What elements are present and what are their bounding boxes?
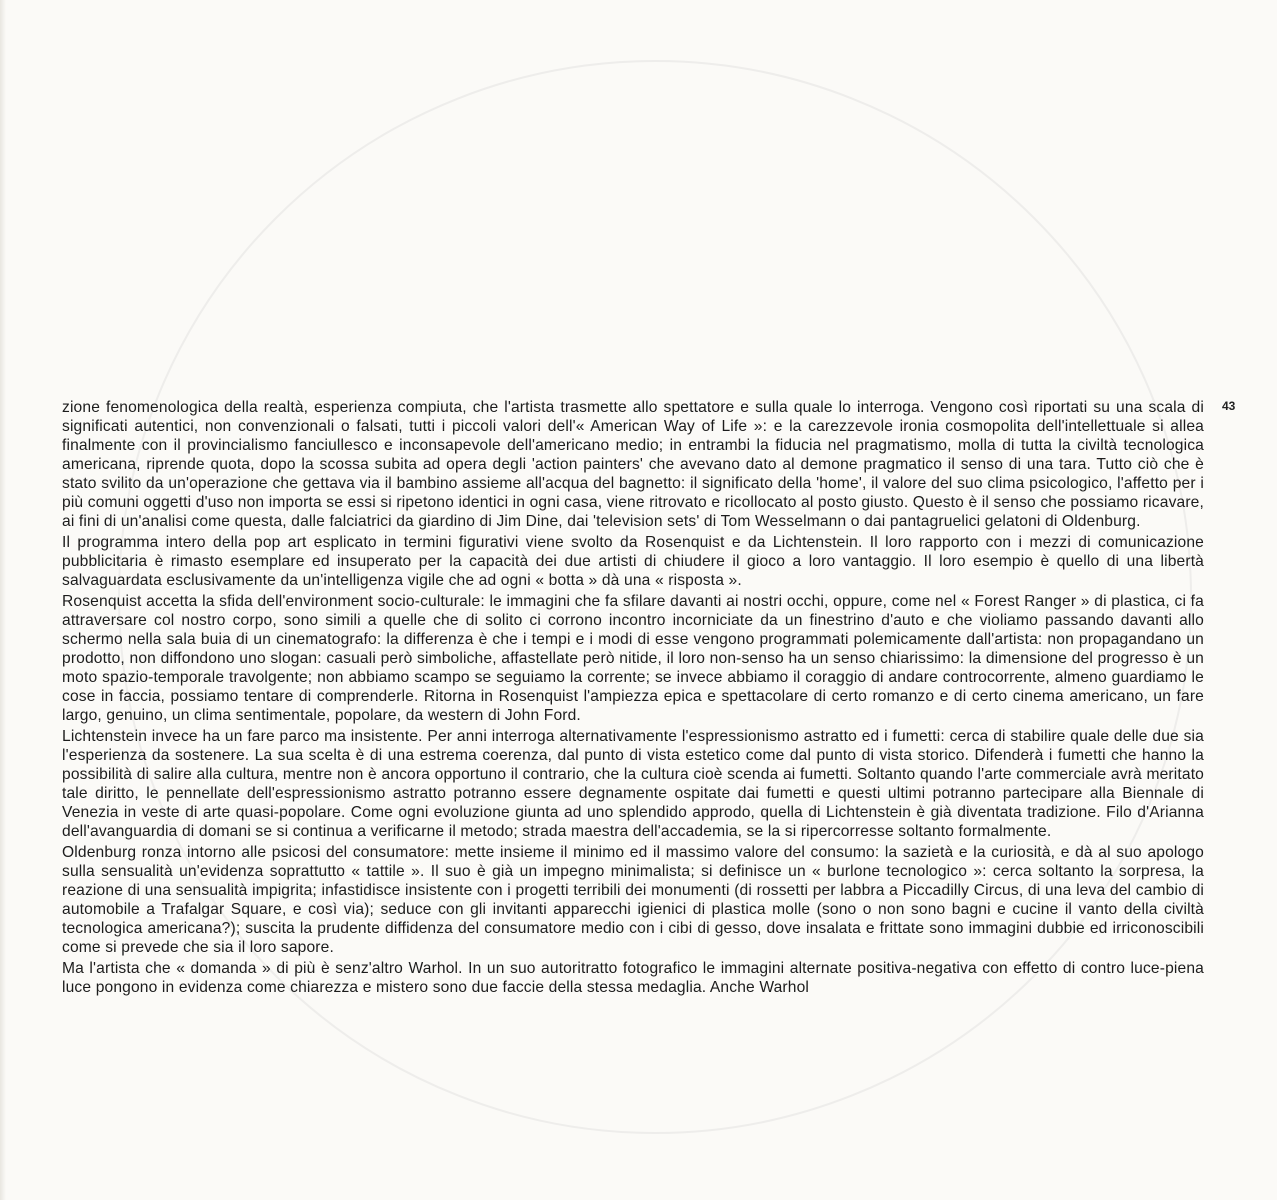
paragraph-4: Lichtenstein invece ha un fare parco ma insistente. Per anni interroga alternativamente l'espressionismo astratto ed i fumetti: cerca di stabilire quale delle due sia l'esperienza da sostenere. La sua scelta è di una estrema coerenza, dal punto di vista estetico come dal punto di vista storico. Difenderà i fumetti che hanno la possibilità di salire alla cultura, mentre non è ancora opportuno il contrario, che la cultura cioè scenda ai fumetti. Soltanto quando l'arte commerciale avrà meritato tale diritto, le pennellate dell'espressionismo astratto potranno essere degnamente ospitate dai fumetti e questi ultimi potranno partecipare alla Biennale di Venezia in veste di arte quasi-popolare. Come ogni evoluzione giunta ad uno splendido approdo, quella di Lichtenstein è già diventata tradizione. Filo d'Arianna dell'avanguardia di domani se si continua a verificarne il metodo; strada maestra dell'accademia, se la si ripercorresse soltanto formalmente. [62,728,1204,840]
paragraph-6: Ma l'artista che « domanda » di più è senz'altro Warhol. In un suo autoritratto fotografico le immagini alternate positiva-negativa con effetto di contro luce-piena luce pongono in evidenza come chiarezza e mistero sono due faccie della stessa medaglia. Anche Warhol [62,960,1204,996]
paragraph-2: Il programma intero della pop art esplicato in termini figurativi viene svolto da Rosenquist e da Lichtenstein. Il loro rapporto con i mezzi di comunicazione pubblicitaria è rimasto esemplare ed insuperato per la capacità dei due artisti di chiudere il gioco a loro vantaggio. Il loro esempio è quello di una libertà salvaguardata esclusivamente da un'intelligenza vigile che ad ogni « botta » dà una « risposta ». [62,534,1204,589]
paragraph-5: Oldenburg ronza intorno alle psicosi del consumatore: mette insieme il minimo ed il massimo valore del consumo: la sazietà e la curiosità, e dà al suo apologo sulla sensualità un'evidenza soprattutto « tattile ». Il suo è già un impegno minimalista; si definisce un « burlone tecnologico »: cerca soltanto la sorpresa, la reazione di una sensualità impigrita; infastidisce insistente con i progetti terribili dei monumenti (di rossetti per labbra a Piccadilly Circus, di una leva del cambio di automobile a Trafalgar Square, e così via); seduce con gli invitanti apparecchi igienici di plastica molle (sono o non sono bagni e cucine il vanto della civiltà tecnologica americana?); suscita la prudente diffidenza del consumatore medio con i cibi di gesso, dove insalata e frittate sono immagini dubbie ed irriconoscibili come si prevede che sia il loro sapore. [62,844,1204,956]
paragraph-1: zione fenomenologica della realtà, esperienza compiuta, che l'artista trasmette allo spettatore e sulla quale lo interroga. Vengono così riportati su una scala di significati autentici, non convenzionali o falsati, tutti i piccoli valori dell'« American Way of Life »: e la carezzevole ironia cosmopolita dell'intellettuale si allea finalmente con il provincialismo fanciullesco e inconsapevole dell'americano medio; in entrambi la fiducia nel pragmatismo, molla di tutta la civiltà tecnologica americana, riprende quota, dopo la scossa subita ad opera degli 'action painters' che avevano dato al demone pragmatico il senso di una tara. Tutto ciò che è stato svilito da un'operazione che gettava via il bambino assieme all'acqua del bagnetto: il significato della 'home', il valore del suo clima psicologico, l'affetto per i più comuni oggetti d'uso non importa se essi si ripetono identici in ogni casa, viene ritrovato e ricollocato al posto giusto. Questo è il senso che possiamo ricavare, ai fini di un'analisi come questa, dalle falciatrici da giardino di Jim Dine, dai 'television sets' di Tom Wesselmann o dai pantagruelici gelatoni di Oldenburg. [62,399,1204,530]
page-number: 43 [1222,399,1236,413]
page-gutter-shadow [0,0,6,1200]
paragraph-3: Rosenquist accetta la sfida dell'environment socio-culturale: le immagini che fa sfilare davanti ai nostri occhi, oppure, come nel « Forest Ranger » di plastica, ci fa attraversare col nostro corpo, sono simili a quelle che di solito ci corrono incontro incorniciate da un finestrino d'auto e che violiamo passando davanti allo schermo nella sala buia di un cinematografo: la differenza è che i tempi e i modi di esse vengono programmati polemicamente dall'artista: non propagandano un prodotto, non diffondono uno slogan: casuali però simboliche, affastellate però nitide, il loro non-senso ha un senso chiarissimo: la dimensione del progresso è un moto spazio-temporale travolgente; non abbiamo scampo se seguiamo la corrente; se invece abbiamo il coraggio di andare controcorrente, almeno guardiamo le cose in faccia, possiamo tentare di comprenderle. Ritorna in Rosenquist l'ampiezza epica e spettacolare di certo romanzo e di certo cinema americano, un fare largo, genuino, un clima sentimentale, popolare, da western di John Ford. [62,593,1204,724]
body-text [62,398,1204,999]
